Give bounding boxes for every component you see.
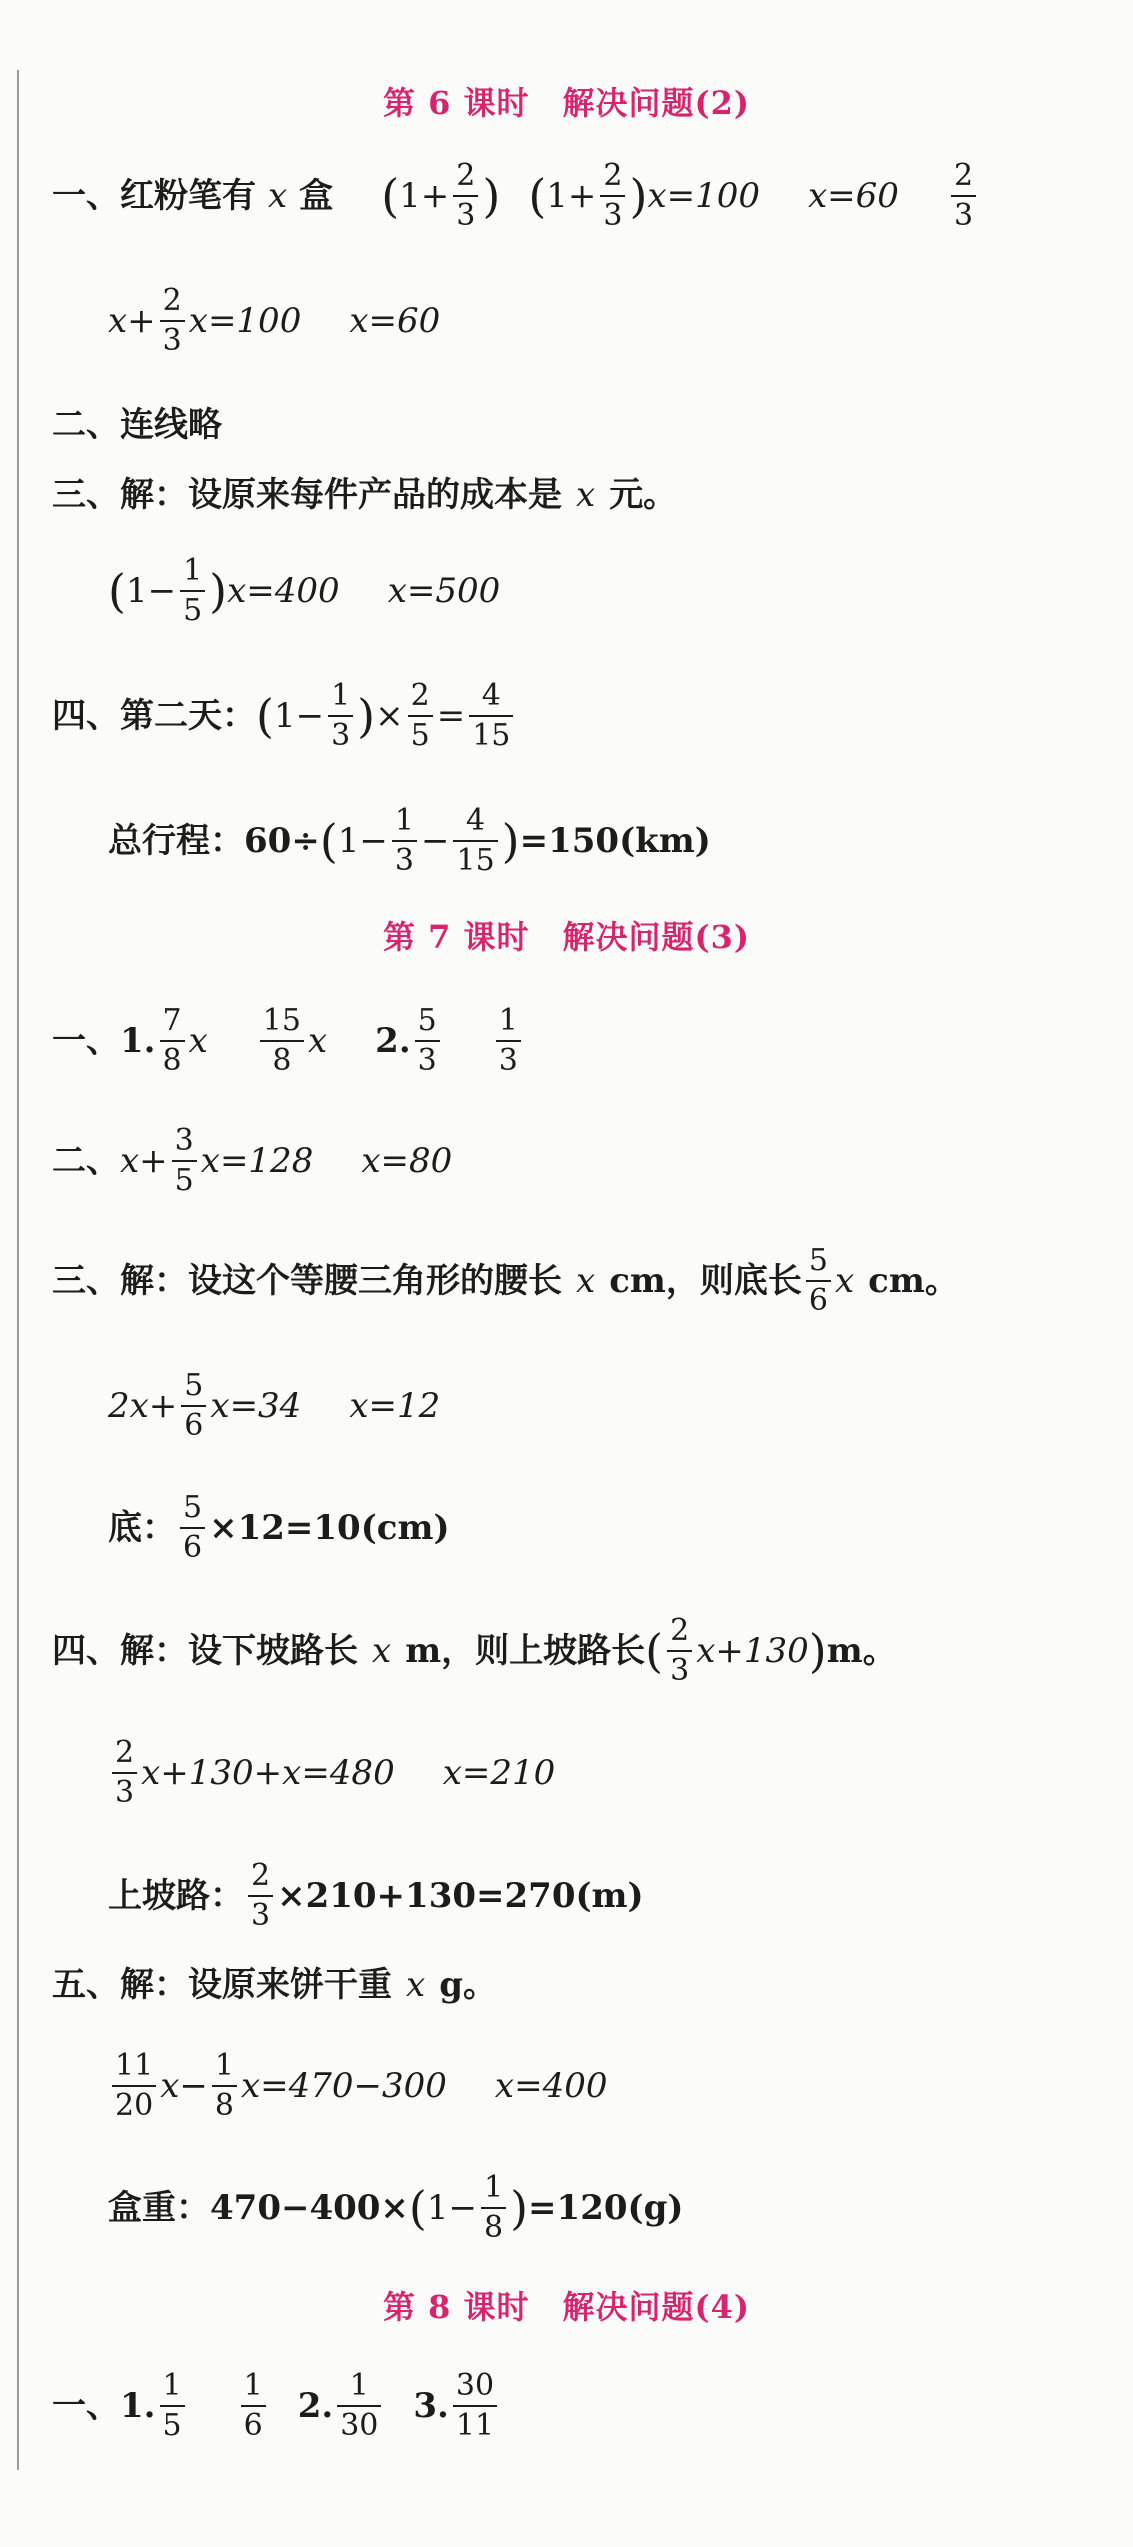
- section-title-8: 第 8 课时 解决问题(4): [382, 2288, 751, 2326]
- fraction-1-8: $\frac{1}{8}$: [212, 2050, 237, 2121]
- fraction-15-8: $\frac{15}{8}$: [260, 1005, 304, 1076]
- s7-q3-line2: 2x+ $\frac{5}{6}$ x=34 x=12: [108, 1368, 441, 1443]
- fraction-4-15: $\frac{4}{15}$: [453, 805, 497, 876]
- fraction-2-3: $\frac{2}{3}$: [453, 160, 478, 231]
- s7-q4-line1: 四、解：设下坡路长 x m，则上坡路长 ( $\frac{2}{3}$ x+130 ) m。: [52, 1613, 897, 1688]
- s7-q1: 一、1. $\frac{7}{8}$ x $\frac{15}{8}$ x 2. $\frac{5}{3}$ $\frac{1}{3}$: [52, 1005, 525, 1076]
- s8-q1: 一、1. $\frac{1}{5}$ $\frac{1}{6}$ 2. $\frac{1}{30}$ 3. $\frac{30}{11}$: [52, 2370, 501, 2441]
- fraction-11-20: $\frac{11}{20}$: [112, 2050, 156, 2121]
- s6-q4-line2: 总行程：60÷ ( 1− $\frac{1}{3}$ − $\frac{4}{15}$ ) =150(km): [108, 803, 711, 878]
- fraction-5-6: $\frac{5}{6}$: [181, 1370, 206, 1441]
- fraction-2-3: $\frac{2}{3}$: [112, 1737, 137, 1808]
- fraction-1-8: $\frac{1}{8}$: [481, 2172, 506, 2243]
- fraction-1-6: $\frac{1}{6}$: [241, 2370, 266, 2441]
- s7-q2: 二、 x+ $\frac{3}{5}$ x=128 x=80: [52, 1123, 453, 1198]
- fraction-1-30: $\frac{1}{30}$: [337, 2370, 381, 2441]
- fraction-5-6: $\frac{5}{6}$: [180, 1492, 205, 1563]
- s7-q5-line1: 五、解：设原来饼干重 x g。: [52, 1965, 497, 2005]
- s6-q3-line1: 三、解：设原来每件产品的成本是 x 元。: [52, 475, 678, 515]
- s7-q3-line3: 底： $\frac{5}{6}$ ×12=10(cm): [108, 1490, 450, 1565]
- fraction-5-6: $\frac{5}{6}$: [806, 1245, 831, 1316]
- fraction-3-5: $\frac{3}{5}$: [172, 1125, 197, 1196]
- s7-q5-line2: $\frac{11}{20}$ x− $\frac{1}{8}$ x=470−300 x=400: [108, 2050, 607, 2121]
- fraction-1-3: $\frac{1}{3}$: [328, 680, 353, 751]
- fraction-2-3: $\frac{2}{3}$: [667, 1615, 692, 1686]
- fraction-30-11: $\frac{30}{11}$: [453, 2370, 497, 2441]
- s6-q4-line1: 四、第二天： ( 1− $\frac{1}{3}$ ) × $\frac{2}{5}$ = $\frac{4}{15}$: [52, 680, 517, 751]
- fraction-4-15: $\frac{4}{15}$: [469, 680, 513, 751]
- fraction-2-3: $\frac{2}{3}$: [248, 1860, 273, 1931]
- s7-q3-line1: 三、解：设这个等腰三角形的腰长 x cm，则底长 $\frac{5}{6}$ x cm。: [52, 1243, 959, 1318]
- fraction-2-3: $\frac{2}{3}$: [160, 285, 185, 356]
- fraction-1-3: $\frac{1}{3}$: [496, 1005, 521, 1076]
- fraction-2-3: $\frac{2}{3}$: [600, 160, 625, 231]
- fraction-7-8: $\frac{7}{8}$: [160, 1005, 185, 1076]
- fraction-1-3: $\frac{1}{3}$: [392, 805, 417, 876]
- s7-q4-line3: 上坡路： $\frac{2}{3}$ ×210+130=270(m): [108, 1858, 644, 1933]
- s6-q1-line1: 一、红粉笔有 x 盒 ( 1+ $\frac{2}{3}$ ) ( 1+ $\frac{2}{3}$ ) x=100 x=60 $\frac{2}{3}$: [52, 160, 980, 231]
- s7-q4-line2: $\frac{2}{3}$ x+130+x=480 x=210: [108, 1737, 555, 1808]
- fraction-2-3: $\frac{2}{3}$: [951, 160, 976, 231]
- fraction-1-5: $\frac{1}{5}$: [180, 555, 205, 626]
- fraction-1-5: $\frac{1}{5}$: [160, 2370, 185, 2441]
- fraction-5-3: $\frac{5}{3}$: [415, 1005, 440, 1076]
- fraction-2-5: $\frac{2}{5}$: [408, 680, 433, 751]
- s6-q3-line2: ( 1− $\frac{1}{5}$ ) x=400 x=500: [108, 553, 501, 628]
- section-title-7: 第 7 课时 解决问题(3): [382, 918, 751, 956]
- s7-q5-line3: 盒重：470−400× ( 1− $\frac{1}{8}$ ) =120(g): [108, 2170, 684, 2245]
- s6-q1-line2: x+ $\frac{2}{3}$ x=100 x=60: [108, 283, 441, 358]
- section-title-6: 第 6 课时 解决问题(2): [382, 84, 751, 122]
- s6-q2: 二、连线略: [52, 405, 222, 445]
